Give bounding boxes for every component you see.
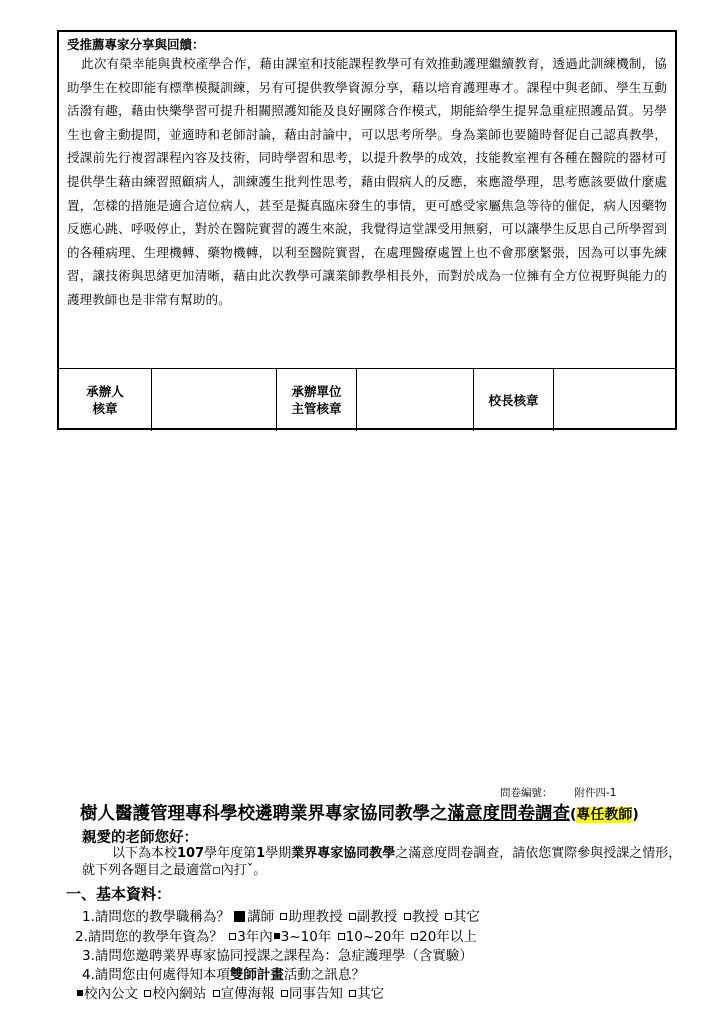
question-2 — [75, 925, 477, 945]
checkbox-checked-icon[interactable] — [274, 933, 280, 939]
checkbox-icon[interactable] — [349, 990, 356, 997]
question-4 — [82, 963, 365, 983]
intro-year: 107 — [177, 846, 205, 861]
survey-title — [80, 800, 639, 825]
checkbox-icon[interactable] — [349, 913, 356, 920]
questionnaire-number-label: 問卷編號： — [500, 787, 553, 799]
q3-text: 3.請問您邀聘業界專家協同授課之課程為：急症護理學（含實驗） — [82, 948, 473, 964]
q4-option: 校內網站 — [152, 986, 207, 1002]
q4-text-a: 4.請問您由何處得知本項 — [82, 967, 230, 983]
q2-text: 2.請問您的教學年資為？ — [75, 929, 223, 945]
checkbox-checked-icon[interactable] — [77, 990, 83, 996]
intro-e: 學期 — [265, 846, 292, 861]
intro-program: 業界專家協同教學 — [291, 846, 396, 861]
checkbox-icon[interactable] — [404, 913, 411, 920]
intro-text — [82, 845, 682, 879]
question-4-options — [76, 982, 384, 1002]
q1-option: 其它 — [452, 909, 480, 925]
undertaker-label-line1: 承辦人 — [86, 384, 124, 399]
checkbox-icon[interactable] — [213, 990, 220, 997]
title-highlight: 專任教師 — [576, 807, 633, 823]
intro-c: 學年度第 — [204, 846, 257, 861]
unit-label-line1: 承辦單位 — [291, 384, 342, 399]
feedback-text: 此次有榮幸能與貴校產學合作，藉由課室和技能課程教學可有效推動護理繼續教育，透過此訓練機制，協助學生在校即能有標準模擬訓練，另有可提供教學資源分享，藉以培育護理專才。課程中與老師、學生互動活潑有趣，藉由快樂學習可提升相關照護知能及良好團隊合作模式，期能給學生提昇急重症照護品質。另學生也會主動提問，並適時和老師討論，藉由討論中，可以思考所學。身為業師也要隨時督促自己認真教學，授課前先行複習課程內容及技術，同時學習和思考，以提升教學的成效，技能教室裡有各種在醫院的器材可提供學生藉由練習照顧病人，訓練護生批判性思考，藉由假病人的反應，來應證學理，思考應該要做什麼處置，怎樣的措施是適合這位病人，甚至是擬真臨床發生的事情，更可感受家屬焦急等待的催促，病人因藥物反應心跳、呼吸停止，對於在醫院實習的護生來說，我覺得這堂課受用無窮，可以讓學生反思自己所學習到的各種病理、生理機轉、藥物機轉，以利至醫院實習，在處理醫療處置上也不會那麼緊張，因為可以事先練習，讓技術與思緒更加清晰，藉由此次教學可讓業師教學相長外，而對於成為一位擁有全方位視野與能力的護理教師也是非常有幫助的。 — [67, 56, 667, 307]
unit-label-line2: 主管核章 — [291, 401, 342, 416]
intro-a: 以下為本校 — [112, 846, 178, 861]
questionnaire-number — [500, 785, 616, 800]
section-basic-info: 一、基本資料： — [66, 885, 172, 903]
checkbox-icon[interactable] — [338, 933, 345, 940]
undertaker-label-line2: 核章 — [92, 401, 118, 416]
intro-semester: 1 — [256, 846, 266, 861]
feedback-box — [57, 30, 677, 430]
q1-option: 副教授 — [356, 909, 398, 925]
checkbox-icon[interactable] — [144, 990, 151, 997]
q4-option: 同事告知 — [288, 986, 343, 1002]
q4-text-b: 雙師計畫 — [229, 967, 284, 983]
undertaker-label — [59, 369, 152, 431]
title-paren-close: ) — [632, 807, 639, 823]
signature-row — [59, 368, 675, 431]
principal-label-text: 校長核章 — [488, 392, 539, 408]
checkbox-icon[interactable] — [281, 990, 288, 997]
q4-text-c: 活動之訊息？ — [283, 967, 365, 983]
greeting: 親愛的老師您好： — [82, 830, 198, 846]
feedback-paragraph — [67, 52, 667, 312]
q1-text: 1.請問您的教學職稱為？ — [82, 909, 230, 925]
q2-option: 10~20年 — [345, 929, 405, 945]
title-main: 樹人醫護管理專科學校遴聘業界專家協同教學之 — [80, 804, 448, 824]
q2-option: 3年內 — [237, 929, 273, 945]
checkbox-icon[interactable] — [280, 913, 287, 920]
question-3 — [82, 944, 473, 964]
q4-option: 其它 — [357, 986, 385, 1002]
q1-option: 助理教授 — [288, 909, 343, 925]
feedback-heading: 受推薦專家分享與回饋： — [67, 37, 205, 52]
q4-option: 宣傳海報 — [220, 986, 275, 1002]
unit-supervisor-label — [277, 369, 357, 431]
q2-option: 3~10年 — [280, 929, 332, 945]
principal-label — [474, 369, 554, 431]
intro-g: 之滿意度問卷調查，請依您實際參與授課之情形，就下列各題目之最適當▫內打ˇ。 — [82, 846, 682, 878]
checkbox-icon[interactable] — [229, 933, 236, 940]
checkbox-icon[interactable] — [445, 913, 452, 920]
q1-option: 教授 — [411, 909, 439, 925]
q4-option: 校內公文 — [84, 986, 138, 1002]
title-paren-open: ( — [570, 807, 577, 823]
q2-option: 20年以上 — [419, 929, 477, 945]
q1-option: 講師 — [247, 909, 275, 925]
checkbox-checked-icon[interactable] — [234, 911, 245, 922]
attachment-label: 附件四-1 — [574, 787, 617, 799]
principal-stamp-cell[interactable] — [554, 369, 675, 431]
undertaker-stamp-cell[interactable] — [152, 369, 277, 431]
unit-supervisor-stamp-cell[interactable] — [357, 369, 474, 431]
title-underlined: 滿意度問卷調查 — [447, 804, 570, 824]
checkbox-icon[interactable] — [411, 933, 418, 940]
question-1 — [82, 905, 480, 925]
